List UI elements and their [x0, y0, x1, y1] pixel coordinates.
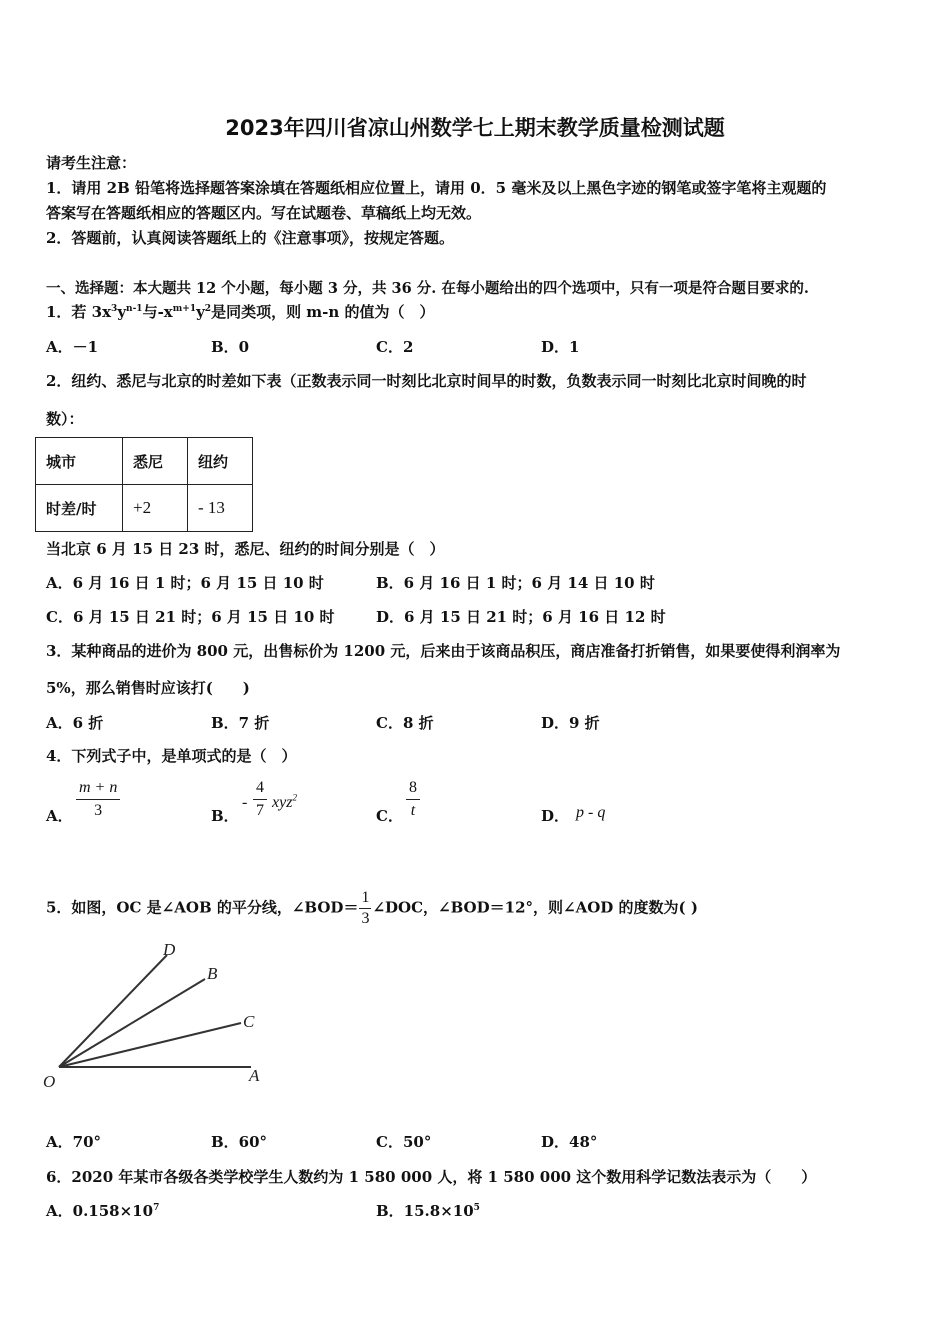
time-difference-table	[35, 437, 253, 532]
q3-option-c: C．8 折	[376, 714, 434, 732]
fraction-denominator: t	[410, 802, 416, 819]
q5-option-b: B．60°	[211, 1133, 268, 1151]
notice-heading: 请考生注意：	[46, 154, 137, 172]
q2-option-c: C．6 月 15 日 21 时；6 月 15 日 10 时	[46, 608, 335, 626]
q2-option-d: D．6 月 15 日 21 时；6 月 16 日 12 时	[376, 608, 666, 626]
notice-line-1a: 1．请用 2B 铅笔将选择题答案涂填在答题纸相应位置上，请用 0．5 毫米及以上黑色字迹的钢笔或签字笔将主观题的	[46, 179, 827, 197]
q3-option-b: B．7 折	[211, 714, 270, 732]
table-cell: 时差/时	[36, 485, 123, 532]
angle-figure	[35, 935, 275, 1095]
q4-option-a-fraction	[76, 779, 120, 820]
q4-option-c-fraction	[406, 779, 420, 820]
q4-stem: 4．下列式子中，是单项式的是（ ）	[46, 747, 297, 765]
table-row	[36, 485, 253, 532]
table-cell: 悉尼	[123, 438, 188, 485]
q6-stem: 6．2020 年某市各级各类学校学生人数约为 1 580 000 人，将 1 580 000 这个数用科学记数法表示为（ ）	[46, 1168, 817, 1186]
section-heading: 一、选择题：本大题共 12 个小题，每小题 3 分，共 36 分. 在每小题给出的四个选项中，只有一项是符合题目要求的.	[46, 280, 809, 297]
table-cell: +2	[123, 485, 188, 532]
label-d: D	[163, 940, 176, 959]
table-row	[36, 438, 253, 485]
q5-option-d: D．48°	[541, 1133, 598, 1151]
fraction-denominator: 7	[256, 802, 264, 819]
label-a: A	[249, 1066, 260, 1085]
label-b: B	[207, 964, 218, 983]
q2-option-a: A．6 月 16 日 1 时；6 月 15 日 10 时	[46, 574, 324, 592]
q5-option-a: A．70°	[46, 1133, 102, 1151]
q2-stem-line-1: 2．纽约、悉尼与北京的时差如下表（正数表示同一时刻比北京时间早的时数，负数表示同一时刻比北京时间晚的时	[46, 372, 807, 390]
q4-option-b-label: B．	[211, 807, 239, 825]
fraction-numerator: m + n	[76, 779, 120, 800]
q4-option-b-monomial: xyz$^2$	[272, 792, 297, 811]
table-cell: 纽约	[188, 438, 253, 485]
q6-option-a: A．$0.158\times 10^7$	[46, 1202, 160, 1220]
q4-option-b-fraction	[253, 779, 267, 820]
table-cell: 城市	[36, 438, 123, 485]
q4-option-c-label: C．	[376, 807, 403, 825]
page-title: 2023年四川省凉山州数学七上期末教学质量检测试题	[225, 116, 725, 140]
q5-option-c: C．50°	[376, 1133, 432, 1151]
q6-option-b: B．$15.8\times 10^5$	[376, 1202, 480, 1220]
q1-option-b: B．0	[211, 338, 250, 356]
q3-stem-line-2: 5%，那么销售时应该打( )	[46, 679, 250, 697]
ray-oc	[59, 1023, 241, 1067]
q4-option-d-label: D．	[541, 807, 570, 825]
label-o: O	[43, 1072, 56, 1091]
q1-stem: 1．若 $3x^3y^{n-1}$与$-x^{m+1}y^2$是同类项，则 m-n 的值为（ ）	[46, 303, 435, 321]
q4-option-d-expression: p - q	[576, 804, 606, 821]
q5-fraction: $\frac{1}{3}$	[361, 889, 370, 927]
table-cell: - 13	[188, 485, 253, 532]
notice-line-1b: 答案写在答题纸相应的答题区内。写在试题卷、草稿纸上均无效。	[46, 204, 482, 222]
q2-question: 当北京 6 月 15 日 23 时，悉尼、纽约的时间分别是（ ）	[46, 540, 445, 558]
q2-stem-line-2: 数）：	[46, 410, 84, 428]
q4-option-b-sign: -	[242, 794, 248, 811]
q4-option-a-label: A．	[46, 807, 73, 825]
q3-stem-line-1: 3．某种商品的进价为 800 元，出售标价为 1200 元，后来由于该商品积压，商店准备打折销售，如果要使得利润率为	[46, 642, 841, 660]
q1-option-d: D．1	[541, 338, 580, 356]
notice-line-2: 2．答题前，认真阅读答题纸上的《注意事项》，按规定答题。	[46, 229, 454, 247]
q5-stem: 5．如图，OC 是∠AOB 的平分线，∠BOD＝ $\frac{1}{3}$ ∠DOC，∠BOD＝12°，则∠AOD 的度数为( )	[46, 889, 698, 927]
q1-option-c: C．2	[376, 338, 414, 356]
q2-option-b: B．6 月 16 日 1 时；6 月 14 日 10 时	[376, 574, 655, 592]
fraction-numerator: 8	[406, 779, 420, 800]
q3-option-d: D．9 折	[541, 714, 600, 732]
fraction-denominator: 3	[94, 802, 103, 819]
q1-option-a: A．－1	[46, 338, 99, 356]
q3-option-a: A．6 折	[46, 714, 104, 732]
fraction-numerator: 4	[253, 779, 267, 800]
label-c: C	[243, 1012, 255, 1031]
